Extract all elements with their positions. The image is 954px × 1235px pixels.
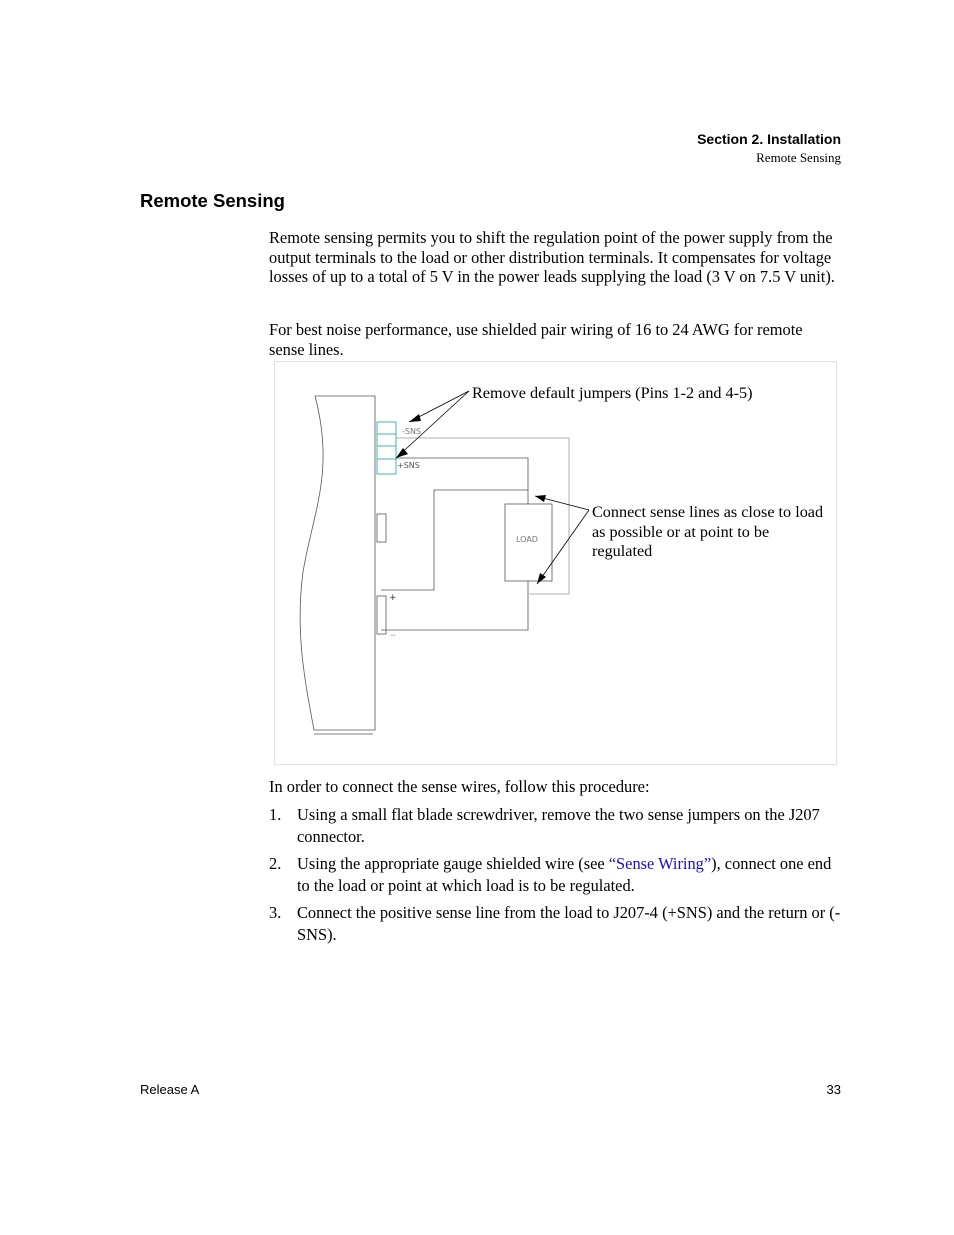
step-text: Connect the positive sense line from the load to J207-4 (+SNS) and the return or (-SNS). <box>297 903 841 944</box>
page-number: 33 <box>826 1082 841 1097</box>
callout-sense-lines: Connect sense lines as close to load as possible or at point to be regulated <box>592 503 824 561</box>
running-header-subsection: Remote Sensing <box>756 150 841 165</box>
step-number: 1. <box>269 805 282 824</box>
arrowhead-sense-upper <box>535 495 546 502</box>
sense-wiring-link[interactable]: “Sense Wiring” <box>608 854 712 873</box>
load-label: LOAD <box>516 535 538 544</box>
section-heading: Remote Sensing <box>140 190 285 211</box>
list-item <box>269 902 843 946</box>
arrowhead-jumper-lower <box>396 448 408 458</box>
step-text-after: ), connect one end to the load or point at which load is to be regulated. <box>297 854 832 895</box>
output-terminal-upper <box>377 514 386 542</box>
step-text: Using a small flat blade screwdriver, remove the two sense jumpers on the J207 connector. <box>297 805 820 846</box>
output-plus-label: + <box>389 593 397 603</box>
output-minus-label: − <box>389 631 397 641</box>
list-item <box>269 853 843 897</box>
noise-paragraph: For best noise performance, use shielded pair wiring of 16 to 24 AWG for remote sense lines. <box>269 320 803 359</box>
load-wire-negative <box>381 594 528 630</box>
connector-j207 <box>377 422 396 474</box>
procedure-steps <box>269 804 843 951</box>
procedure-intro: In order to connect the sense wires, follow this procedure: <box>269 777 650 796</box>
power-supply-outline <box>300 396 375 730</box>
plus-sns-label: +SNS <box>397 461 420 470</box>
arrowhead-jumper-upper <box>409 414 421 422</box>
wiring-diagram-svg <box>275 362 838 766</box>
list-item <box>269 804 843 848</box>
step-number: 2. <box>269 854 282 873</box>
minus-sns-label: -SNS <box>402 427 422 436</box>
callout-remove-jumpers: Remove default jumpers (Pins 1-2 and 4-5) <box>472 384 753 402</box>
output-terminal-lower <box>377 596 386 634</box>
running-header-section: Section 2. Installation <box>697 131 841 147</box>
intro-paragraph: Remote sensing permits you to shift the regulation point of the power supply from the output terminals to the load or other distribution terminals. It compensates for voltage losses of up to a total of 5 V in the power leads supplying the load (3 V on 7.5 V unit). <box>269 228 835 287</box>
footer-release: Release A <box>140 1082 200 1097</box>
remote-sensing-diagram <box>274 361 837 765</box>
step-number: 3. <box>269 903 282 922</box>
step-text-before: Using the appropriate gauge shielded wire (see <box>297 854 609 873</box>
